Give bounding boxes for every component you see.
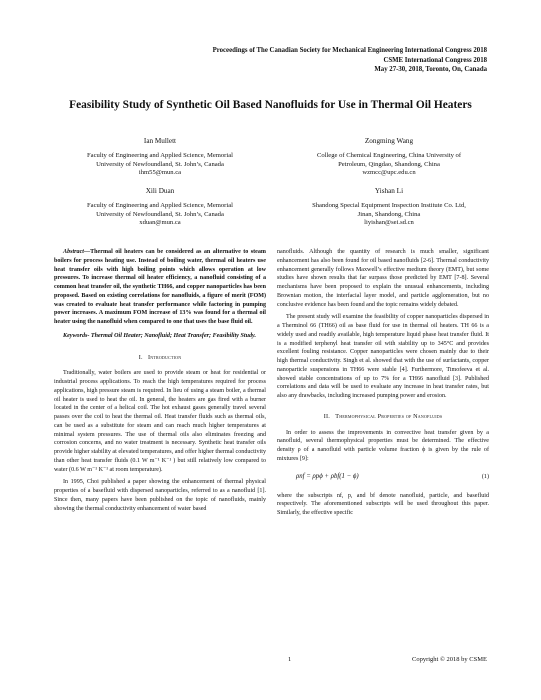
equation-row — [277, 472, 489, 486]
header-line-1: Proceedings of The Canadian Society for Mechanical Engineering International Congress 2018 — [212, 47, 487, 54]
header-line-2: CSME International Congress 2018 — [383, 56, 487, 64]
author-affiliation: Faculty of Engineering and Applied Science, Memorial — [87, 152, 233, 160]
abstract-label: Abstract — [63, 249, 84, 255]
right-column — [277, 248, 489, 518]
author-affiliation: Petroleum, Qingdao, Shandong, China — [338, 160, 440, 168]
body-paragraph: In 1995, Choi published a paper showing the enhancement of thermal physical properties of a basefluid with dispersed nanoparticles, referred to as a nanofluid [1]. Since then, many papers have been published on the topic of nanofluids, mainly showing the thermal conductivity enhancement of water based — [54, 479, 266, 512]
section-number: II. — [323, 412, 330, 420]
page-number: 1 — [288, 656, 292, 663]
author-name: Yishan Li — [374, 187, 404, 195]
paper-title: Feasibility Study of Synthetic Oil Based Nanofluids for Use in Thermal Oil Heaters — [69, 99, 472, 111]
author-affiliation: Shandong Special Equipment Inspection Institute Co. Ltd, — [312, 202, 466, 210]
section-number: I. — [138, 353, 143, 361]
abstract-paragraph — [54, 248, 266, 327]
body-paragraph: Traditionally, water boilers are used to provide steam or heat for residential or industrial process applications. To reach the high temperatures required for process applications, high pressure steam is required. In lieu of using a steam boiler, a thermal oil heater is used to heat the oil. In general, the heaters are gas fired with a burner located in the center of a helical coil. The hot exhaust gases generally travel several passes over the coil to heat the thermal oil. Heat transfer fluids such as thermal oils, can be used as a substitute for steam and can reach much higher temperatures at minimal system pressures. The use of thermal oils also eliminates freezing and corrosion concerns, and no water treatment is necessary. Synthetic heat transfer oils provide higher stability at elevated temperatures, and offer higher thermal conductivity than other heat transfer fluids (0.1 W m⁻¹ K⁻¹ ) but still relatively low compared to water (0.6 W m⁻¹ K⁻¹ at room temperature). — [54, 370, 266, 473]
author-affiliation: Faculty of Engineering and Applied Science, Memorial — [87, 202, 233, 210]
author-email: xduan@mun.ca — [139, 219, 181, 227]
equation-number: (1) — [481, 473, 489, 480]
body-paragraph: nanofluids. Although the quantity of research is much smaller, significant enhancement has also been found for oil based nanofluids [2-6]. Thermal conductivity enhancement generally follows Maxwell’s effective medium theory (EMT), but some studies have shown results that far surpass those predicted by EMT [7-8]. Several mechanisms have been proposed to explain the unusual enhancements, including Brownian motion, the interfacial layer model, and particle agglomeration, but no conclusive evidence has been found and the topic remains widely debated. — [277, 249, 489, 308]
section-title: Thermophysical Properties of Nanofluids — [335, 412, 443, 420]
author-block-2 — [284, 137, 494, 178]
section-heading-thermophysical — [277, 413, 489, 422]
equation: ρnf = ρpϕ + ρbf(1 − ϕ) — [296, 472, 359, 480]
header-line-3: May 27-30, 2018, Toronto, On, Canada — [374, 66, 487, 73]
author-block-4 — [284, 187, 494, 228]
author-email: wzmcc@upc.edu.cn — [362, 169, 416, 177]
author-email: ihm55@mun.ca — [138, 169, 182, 177]
author-affiliation: Jinan, Shandong, China — [357, 210, 421, 218]
section-heading-introduction — [54, 354, 266, 363]
body-paragraph: where the subscripts nf, p, and bf denote nanofluid, particle, and basefluid respectively. The aforementioned subscripts will be used throughout this paper. Similarly, the effective specific — [277, 492, 489, 516]
copyright: Copyright © 2018 by CSME — [411, 656, 487, 663]
author-name: Zongming Wang — [364, 137, 414, 145]
author-email: liyishan@sei.sd.cn — [364, 219, 414, 227]
abstract-text: —Thermal oil heaters can be considered as an alternative to steam boilers for process heating use. Instead of boiling water, thermal oil heaters use heat transfer oils with high boiling points which allows operation at low pressures. To increase thermal oil heater efficiency, a nanofluid consisting of a common heat transfer oil, the synthetic TH66, and copper nanoparticles has been proposed. Based on existing correlations for nanofluids, a figure of merit (FOM) was created to evaluate heat transfer performance while factoring in pumping power increases. A maximum FOM increase of 13% was found for a thermal oil heater using the nanofluid when compared to one that uses the base fluid oil. — [54, 249, 266, 325]
author-name: Xili Duan — [145, 187, 175, 195]
author-affiliation: College of Chemical Engineering, China University of — [316, 152, 462, 160]
section-title: Introduction — [147, 353, 182, 361]
proceedings-header — [213, 46, 487, 75]
author-affiliation: University of Newfoundland, St. John’s, Canada — [96, 210, 224, 218]
keywords: Keywords- Thermal Oil Heater; Nanofluid; Heat Transfer; Feasibility Study. — [63, 332, 257, 339]
left-column — [54, 248, 266, 513]
author-affiliation: University of Newfoundland, St. John’s, Canada — [96, 160, 224, 168]
author-block-3 — [55, 187, 265, 228]
author-block-1 — [55, 137, 265, 178]
author-name: Ian Mullett — [143, 137, 177, 145]
body-paragraph: The present study will examine the feasibility of copper nanoparticles dispersed in a Therminol 66 (TH66) oil as base fluid for use in thermal oil heaters. TH 66 is a widely used and readily available, high temperature liquid phase heat transfer fluid. It is a modified terphenyl heat transfer oil with stability up to 345°C and provides excellent fouling resistance. Copper nanoparticles were chosen mainly due to their high thermal conductivity. Singh et al. showed that with the use of surfactants, copper nanoparticle suspensions in TH66 were stable [4]. Furthermore, Timofeeva et al. showed stable concentrations of up to 7% for a TH66 nanofluid [3]. Published correlations and data will be used to evaluate any increase in heat transfer rates, but also any drawbacks, including increased pumping power and erosion. — [277, 314, 489, 399]
body-paragraph: In order to assess the improvements in convective heat transfer given by a nanofluid, several thermophysical properties must be determined. The effective density ρ of a nanofluid with particle volume fraction ϕ is given by the rule of mixtures [9]: — [277, 429, 489, 462]
